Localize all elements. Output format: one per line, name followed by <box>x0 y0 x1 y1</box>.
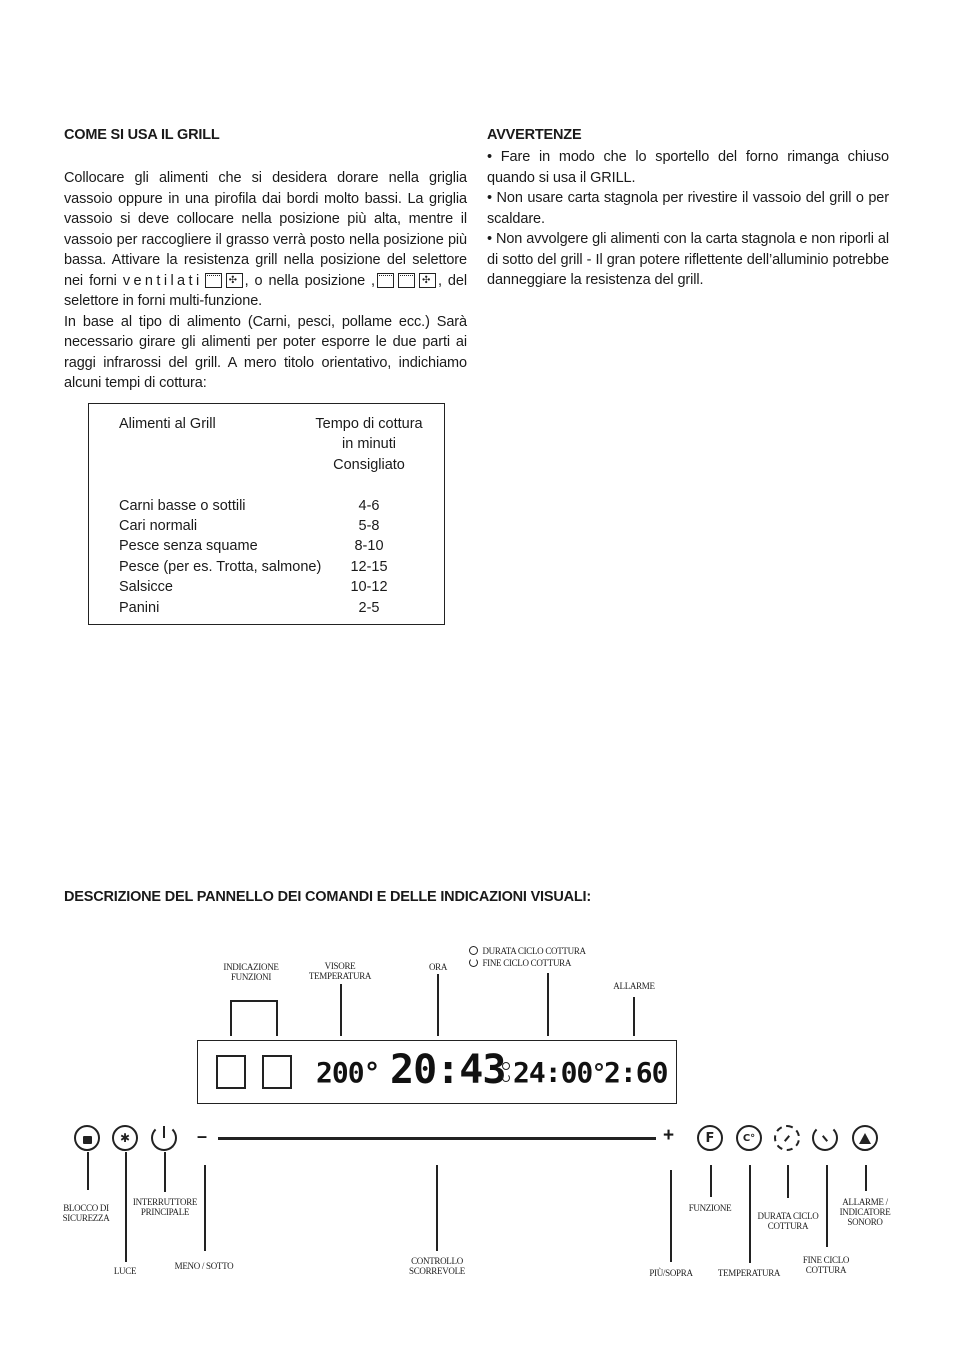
label-fine <box>795 1255 857 1275</box>
oven-top-element-icon <box>205 273 222 288</box>
leader-line <box>230 1000 232 1036</box>
label-piu: PIÙ/SOPRA <box>649 1268 693 1278</box>
label-line: SICUREZZA <box>62 1213 110 1223</box>
label-line: DURATA CICLO <box>757 1211 819 1221</box>
grill-paragraph-1 <box>64 168 467 312</box>
table-header-time-3: Consigliato <box>333 457 405 473</box>
grill-paragraph-1-text: Collocare gli alimenti che si desidera dorare nella griglia vassoio oppure in una pirofila dai bordi molto bassi. La griglia vassoio si deve collocare nella posizione più alta, mentre il vassoio per raccogliere il grasso verrà posto nella posizione più bassa. Attivare la resistenza grill nella posizione del selettore nei forni <box>64 170 467 289</box>
oven-fan-icon <box>419 273 436 288</box>
table-row-food: Carni basse o sottili <box>119 498 246 514</box>
function-indicator-square <box>216 1055 246 1089</box>
temperature-icon: C° <box>742 1132 756 1144</box>
label-allarme: ALLARME <box>613 981 655 991</box>
leader-line <box>670 1170 672 1262</box>
lock-icon <box>83 1136 92 1144</box>
warning-item-2: • Non usare carta stagnola per rivestire il vassoio del grill o per scaldare. <box>487 190 889 227</box>
oven-top-element-icon <box>398 273 415 288</box>
label-line: BLOCCO DI <box>63 1203 109 1213</box>
table-header-time-1: Tempo di cottura <box>315 416 423 432</box>
label-line: INDICATORE <box>839 1207 891 1217</box>
label-line: COTTURA <box>767 1221 809 1231</box>
end-cycle-icon <box>502 1074 510 1082</box>
minus-button[interactable]: – <box>197 1126 208 1146</box>
table-row-time: 8-10 <box>354 538 384 554</box>
label-line: FUNZIONI <box>230 972 272 982</box>
alarm-dot-icon <box>595 1063 603 1071</box>
table-row-food: Cari normali <box>119 518 198 534</box>
leader-line <box>547 973 549 1036</box>
leader-line <box>436 1165 438 1251</box>
leader-line <box>865 1165 867 1191</box>
leader-line <box>710 1165 712 1197</box>
leader-line <box>340 984 342 1036</box>
section-title-panel: DESCRIZIONE DEL PANNELLO DEI COMANDI E DELLE INDICAZIONI VISUALI: <box>64 889 592 905</box>
table-row-time: 5-8 <box>358 518 380 534</box>
label-ora: ORA <box>428 962 448 972</box>
label-line: ALLARME / <box>842 1197 888 1207</box>
display-clock: 20:43 <box>390 1047 506 1093</box>
light-button[interactable] <box>112 1125 138 1151</box>
legend-fine-text: FINE CICLO COTTURA <box>482 958 572 968</box>
slider-control[interactable] <box>218 1137 656 1140</box>
plus-button[interactable]: + <box>663 1125 675 1146</box>
label-interruttore <box>125 1197 205 1217</box>
ventilati-word: ventilati <box>122 272 203 289</box>
label-luce: LUCE <box>113 1266 137 1276</box>
lock-button[interactable] <box>74 1125 100 1151</box>
label-durata <box>750 1211 826 1231</box>
label-allarme-indicatore <box>834 1197 896 1227</box>
power-icon <box>163 1126 166 1138</box>
alarm-button[interactable] <box>852 1125 878 1151</box>
end-cycle-button[interactable] <box>812 1125 838 1151</box>
table-header-time-2: in minuti <box>342 436 396 452</box>
label-blocco <box>56 1203 116 1223</box>
leader-line <box>437 974 439 1036</box>
stopwatch-icon <box>784 1135 790 1142</box>
display-temperature: 200° <box>316 1056 380 1089</box>
table-row-time: 12-15 <box>350 559 388 575</box>
light-bulb-icon: ✱ <box>119 1131 131 1145</box>
label-temperatura: TEMPERATURA <box>717 1268 781 1278</box>
label-line: INTERRUTTORE <box>132 1197 198 1207</box>
display-alarm: 2:60 <box>604 1056 668 1089</box>
warnings-list <box>487 147 889 291</box>
leader-line <box>276 1000 278 1036</box>
leader-line <box>633 997 635 1036</box>
table-row-time: 4-6 <box>358 498 380 514</box>
label-indicazione-funzioni <box>216 962 286 982</box>
grill-paragraph-1-mid: , o nella posizione , <box>244 272 375 289</box>
section-title-warnings: AVVERTENZE <box>487 127 582 143</box>
table-row-food: Pesce senza squame <box>119 538 258 554</box>
label-line: SONORO <box>847 1217 883 1227</box>
label-line: SCORREVOLE <box>408 1266 465 1276</box>
label-controllo <box>400 1256 474 1276</box>
warning-item-3: • Non avvolgere gli alimenti con la carta stagnola e non riporli al di sotto del grill - Il gran potere riflettente dell’alluminio potrebbe danneggiare la resistenza del grill. <box>487 231 889 288</box>
table-row-time: 10-12 <box>350 579 388 595</box>
grill-instructions <box>64 168 467 394</box>
bracket-line <box>230 1000 276 1002</box>
label-line: CONTROLLO <box>411 1256 463 1266</box>
label-funzione: FUNZIONE <box>688 1203 732 1213</box>
lcd-display <box>197 1040 677 1104</box>
stopwatch-icon <box>502 1062 510 1070</box>
function-indicator-square <box>262 1055 292 1089</box>
table-row-food: Pesce (per es. Trotta, salmone) <box>119 559 322 575</box>
leader-line <box>87 1152 89 1190</box>
table-header-food: Alimenti al Grill <box>119 416 216 432</box>
grill-paragraph-2: In base al tipo di alimento (Carni, pesci, pollame ecc.) Sarà necessario girare gli alimenti per poter esporre le due parti ai raggi infrarossi del grill. A mero titolo orientativo, indichiamo alcuni tempi di cottura: <box>64 313 467 391</box>
legend-fine <box>469 953 571 971</box>
label-line: FINE CICLO <box>802 1255 850 1265</box>
power-button[interactable] <box>151 1125 177 1151</box>
temperature-button[interactable] <box>736 1125 762 1151</box>
label-line: COTTURA <box>805 1265 847 1275</box>
label-visore-temperatura <box>300 961 380 981</box>
table-row-food: Panini <box>119 600 160 616</box>
grill-paragraph-1-end: , del selettore in forni multi-funzione. <box>64 272 467 309</box>
leader-line <box>164 1152 166 1192</box>
label-line: VISORE <box>324 961 356 971</box>
label-line: INDICAZIONE <box>223 962 279 972</box>
duration-button[interactable] <box>774 1125 800 1151</box>
label-meno: MENO / SOTTO <box>174 1261 234 1271</box>
table-row-time: 2-5 <box>358 600 380 616</box>
warning-item-1: • Fare in modo che lo sportello del forno rimanga chiuso quando si usa il GRILL. <box>487 149 889 186</box>
oven-top-element-icon <box>377 273 394 288</box>
leader-line <box>826 1165 828 1247</box>
table-row-food: Salsicce <box>119 579 173 595</box>
bell-icon <box>859 1133 871 1144</box>
end-cycle-icon <box>822 1135 828 1142</box>
oven-fan-icon <box>226 273 243 288</box>
function-icon: F <box>705 1130 715 1146</box>
label-line: PRINCIPALE <box>140 1207 190 1217</box>
display-duration: 24:00 <box>513 1056 593 1089</box>
function-button[interactable] <box>697 1125 723 1151</box>
leader-line <box>787 1165 789 1198</box>
end-cycle-icon <box>469 958 478 967</box>
grill-times-table <box>88 403 445 625</box>
section-title-grill: COME SI USA IL GRILL <box>64 127 220 143</box>
legend-durata-text: DURATA CICLO COTTURA <box>482 946 586 956</box>
label-line: TEMPERATURA <box>308 971 372 981</box>
